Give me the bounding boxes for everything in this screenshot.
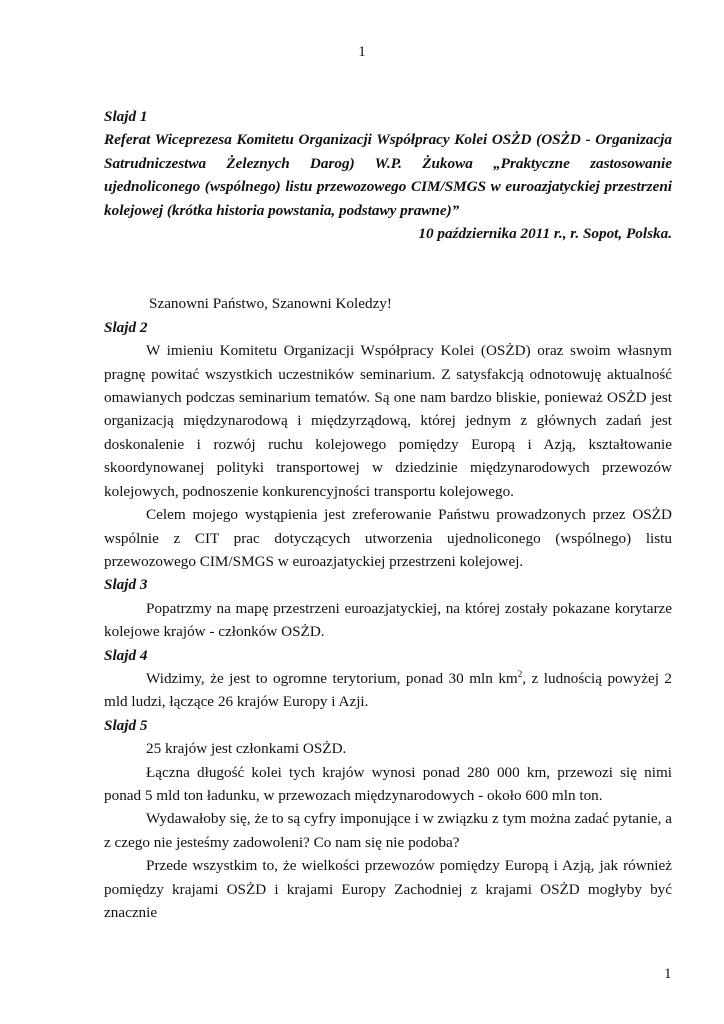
slide-3-label: Slajd 3: [104, 576, 148, 594]
paragraph-1: W imieniu Komitetu Organizacji Współpracy Kolei (OSŻD) oraz swoim własnym pragnę powitać wszystkich uczestników seminarium. Z satysfakcją odnotowuję aktualność omawianych podczas seminarium tematów. Są one nam bardzo bliskie, ponieważ OSŻD jest organizacją międzynarodową i międzyrządową, której jednym z głównych zadań jest doskonalenie i rozwój ruchu kolejowego pomiędzy Europą i Azją, kształtowanie skoordynowanej polityki transportowej w dziedzinie międzynarodowych przewozów kolejowych, podnoszenie konkurencyjności transportu kolejowego.: [104, 342, 672, 500]
paragraph-4-text-a: Widzimy, że jest to ogromne terytorium, ponad 30 mln km: [146, 669, 518, 687]
slide-4-label: Slajd 4: [104, 646, 148, 664]
page-number-top: 1: [358, 44, 366, 60]
paragraph-8: Przede wszystkim to, że wielkości przewozów pomiędzy Europą i Azją, jak również pomiędzy krajami OSŻD i krajami Europy Zachodniej z krajami OSŻD mogłyby być znacznie: [104, 857, 672, 921]
spacer: [104, 245, 672, 292]
paragraph-7: Wydawałoby się, że to są cyfry imponujące i w związku z tym można zadać pytanie, a z czego nie jesteśmy zadowoleni? Co nam się nie podoba?: [104, 810, 672, 851]
document-body: [104, 105, 672, 924]
date-place: 10 października 2011 r., r. Sopot, Polska.: [418, 225, 672, 243]
paragraph-4-text-b: , z ludnością powyżej 2 mld ludzi, łączące 26 krajów Europy i Azji.: [104, 669, 672, 711]
slide-5-label: Slajd 5: [104, 716, 148, 734]
greeting: Szanowni Państwo, Szanowni Koledzy!: [149, 295, 392, 313]
paragraph-3: Popatrzmy na mapę przestrzeni euroazjatyckiej, na której zostały pokazane korytarze kolejowe krajów - członków OSŻD.: [104, 599, 672, 641]
slide-2-label: Slajd 2: [104, 318, 148, 336]
page-number-bottom: 1: [664, 966, 672, 982]
document-title: Referat Wiceprezesa Komitetu Organizacji Współpracy Kolei OSŻD (OSŻD - Organizacja Satrudniczestwa Żeleznych Darog) W.P. Żukowa „Praktyczne zastosowanie ujednoliconego (wspólnego) listu przewozowego CIM/SMGS w euroazjatyckiej przestrzeni kolejowej (krótka historia powstania, podstawy prawne)”: [104, 131, 672, 219]
paragraph-5: 25 krajów jest członkami OSŻD.: [146, 740, 347, 758]
slide-1-label: Slajd 1: [104, 108, 148, 125]
paragraph-2: Celem mojego wystąpienia jest zreferowanie Państwu prowadzonych przez OSŻD wspólnie z CIT prac dotyczących utworzenia ujednoliconego (wspólnego) listu przewozowego CIM/SMGS w euroazjatyckiej przestrzeni kolejowej.: [104, 506, 672, 570]
superscript-2: 2: [517, 668, 523, 679]
paragraph-4: [104, 667, 672, 714]
paragraph-6: Łączna długość kolei tych krajów wynosi ponad 280 000 km, przewozi się nimi ponad 5 mld ton ładunku, w przewozach międzynarodowych - około 600 mln ton.: [104, 763, 672, 804]
